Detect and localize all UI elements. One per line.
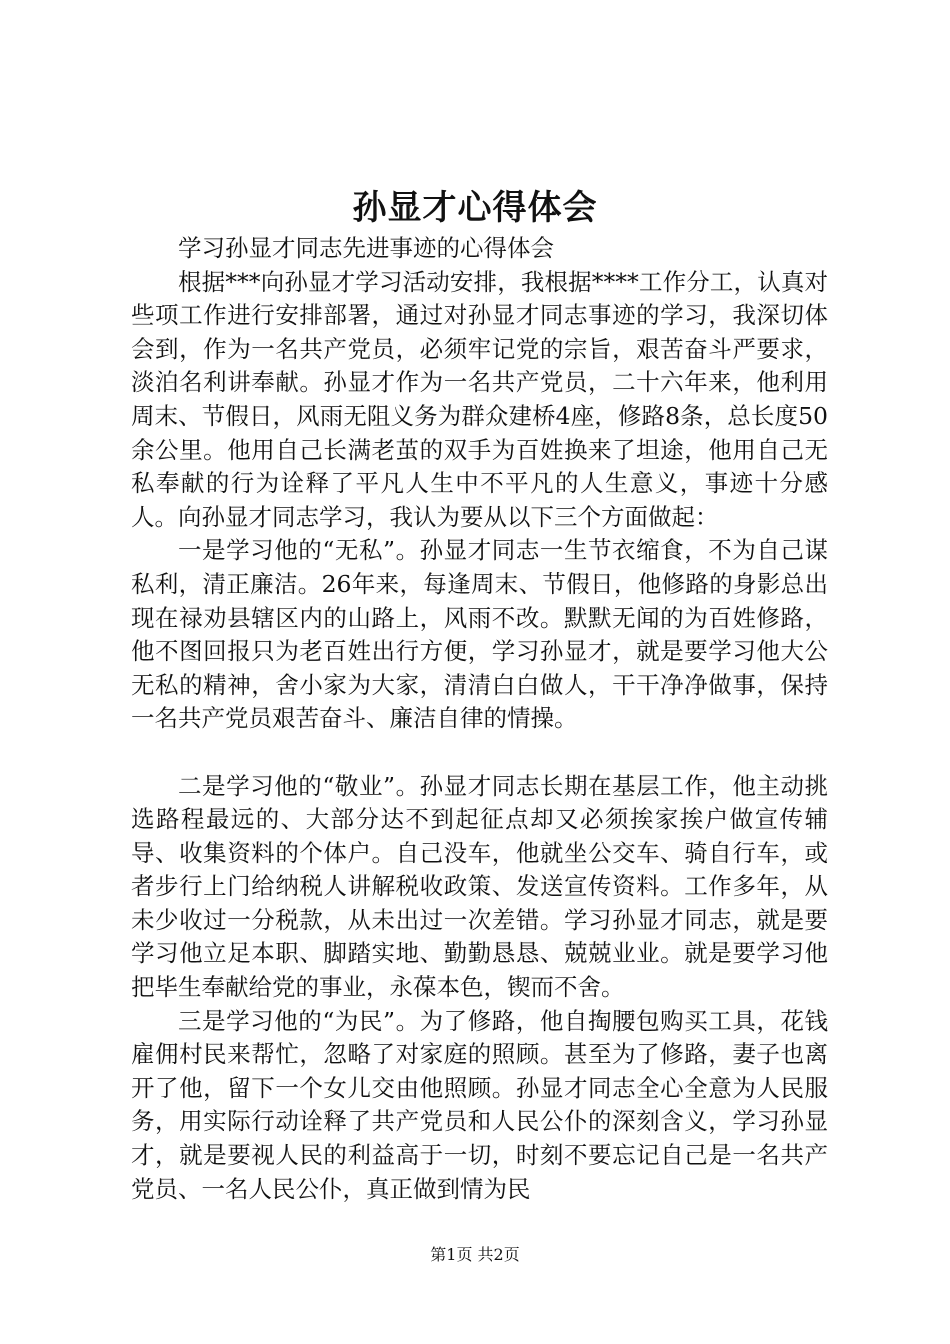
page-footer: 第1页 共2页 [430, 1245, 520, 1264]
intro-paragraph: 根据***向孙显才学习活动安排，我根据****工作分工，认真对些项工作进行安排部署，通过对孙显才同志事迹的学习，我深切体会到，作为一名共产党员，必须牢记党的宗旨，艰苦奋斗严要求，淡泊名利讲奉献。孙显才作为一名共产党员，二十六年来，他利用周末、节假日，风雨无阻义务为群众建桥4座，修路8条，总长度50余公里。他用自己长满老茧的双手为百姓换来了坦途，他用自己无私奉献的行为诠释了平凡人生中不平凡的人生意义，事迹十分感人。向孙显才同志学习，我认为要从以下三个方面做起： [131, 267, 828, 531]
document-body [131, 232, 828, 1206]
document-title: 孙显才心得体会 [352, 188, 598, 228]
subtitle-paragraph: 学习孙显才同志先进事迹的心得体会 [178, 234, 554, 262]
point-three-paragraph: 三是学习他的“为民”。为了修路，他自掏腰包购买工具，花钱雇佣村民来帮忙，忽略了对家庭的照顾。甚至为了修路，妻子也离开了他，留下一个女儿交由他照顾。孙显才同志全心全意为人民服务，用实际行动诠释了共产党员和人民公仆的深刻含义，学习孙显才，就是要视人民的利益高于一切，时刻不要忘记自己是一名共产党员、一名人民公仆，真正做到情为民 [131, 1006, 828, 1203]
point-two-paragraph: 二是学习他的“敬业”。孙显才同志长期在基层工作，他主动挑选路程最远的、大部分达不到起征点却又必须挨家挨户做宣传辅导、收集资料的个体户。自己没车，他就坐公交车、骑自行车，或者步行上门给纳税人讲解税收政策、发送宣传资料。工作多年，从未少收过一分税款，从未出过一次差错。学习孙显才同志，就是要学习他立足本职、脚踏实地、勤勤恳恳、兢兢业业。就是要学习他把毕生奉献给党的事业，永葆本色，锲而不舍。 [131, 771, 828, 1002]
point-one-paragraph: 一是学习他的“无私”。孙显才同志一生节衣缩食，不为自己谋私利，清正廉洁。26年来，每逢周末、节假日，他修路的身影总出现在禄劝县辖区内的山路上，风雨不改。默默无闻的为百姓修路，他不图回报只为老百姓出行方便，学习孙显才，就是要学习他大公无私的精神，舍小家为大家，清清白白做人，干干净净做事，保持一名共产党员艰苦奋斗、廉洁自律的情操。 [131, 536, 828, 733]
